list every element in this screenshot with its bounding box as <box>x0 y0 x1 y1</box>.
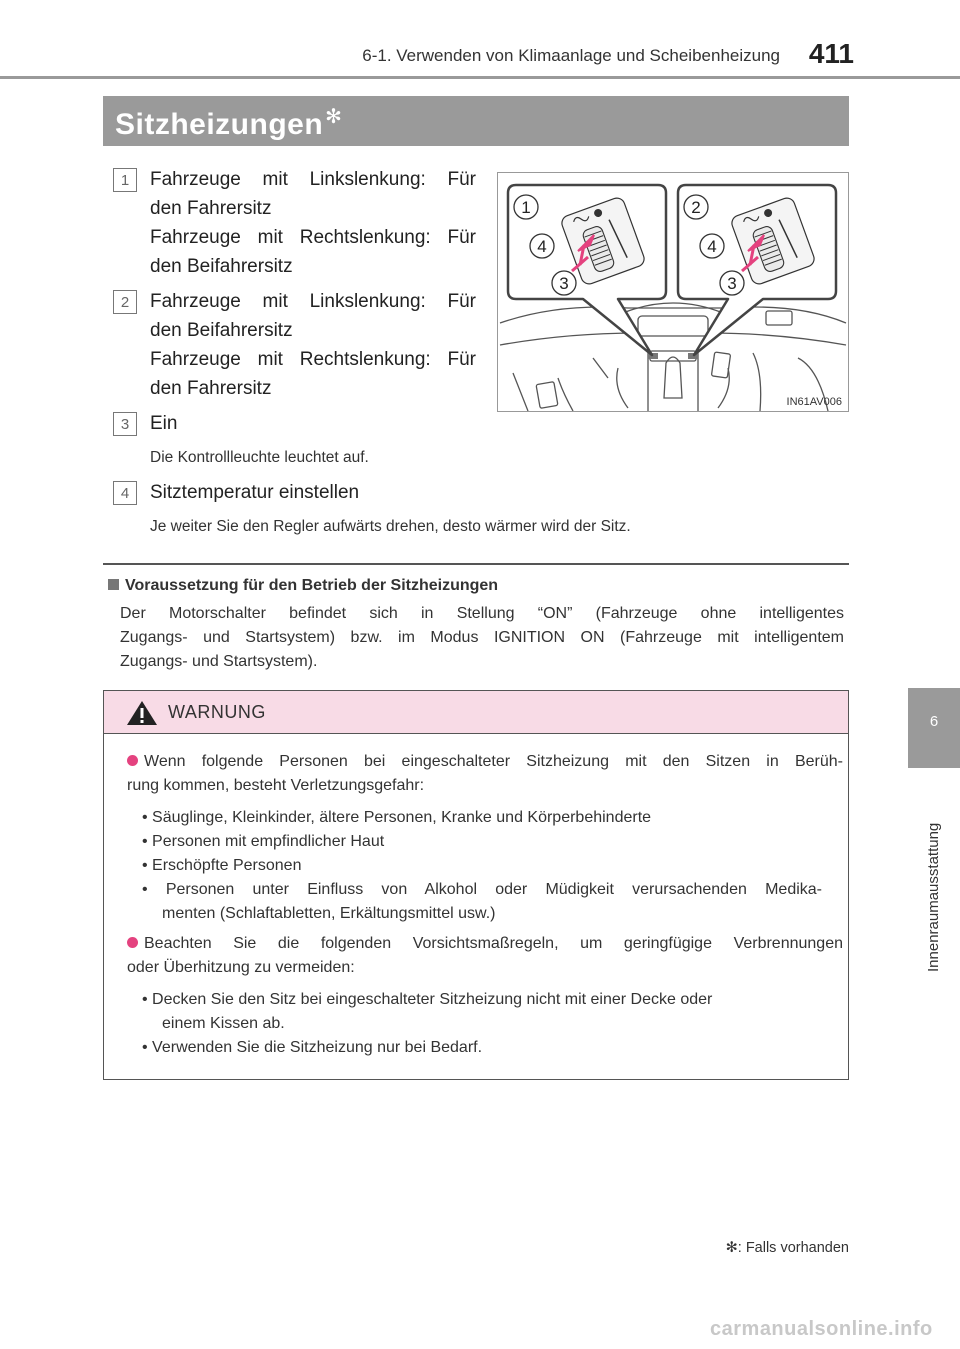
warning-triangle-icon <box>126 700 158 731</box>
list-item: Fahrzeuge mit Linkslenkung: Für den Fahrersitz Fahrzeuge mit Rechtslenkung: Für den Beifahrersitz <box>150 169 476 277</box>
svg-text:1: 1 <box>521 198 531 217</box>
square-bullet-icon <box>108 579 119 590</box>
warning-subitem: • Verwenden Sie die Sitzheizung nur bei Bedarf. <box>142 1039 483 1056</box>
item-number-badge: 1 <box>113 168 137 192</box>
warning-subitem: • Erschöpfte Personen <box>142 857 302 874</box>
section-divider <box>103 563 849 565</box>
item-number-badge: 3 <box>113 412 137 436</box>
item-number-badge: 2 <box>113 290 137 314</box>
header-rule <box>0 76 960 79</box>
section-title: 6-1. Verwenden von Klimaanlage und Scheibenheizung <box>362 46 780 65</box>
optional-marker-icon: ✻ <box>325 106 343 128</box>
warning-subitem: • Säuglinge, Kleinkinder, ältere Personen, Kranke und Körperbehinderte <box>142 809 652 826</box>
item-note: Die Kontrollleuchte leuchtet auf. <box>150 449 369 466</box>
dashboard-drawing <box>498 173 848 411</box>
page-title: Sitzheizungen ✻ <box>115 106 343 141</box>
page-number: 411 <box>808 38 854 69</box>
figure-code: IN61AV006 <box>786 396 842 408</box>
chapter-label: Innenraumausstattung <box>925 822 942 972</box>
svg-text:4: 4 <box>707 237 717 256</box>
list-item: Sitztemperatur einstellen <box>150 482 360 503</box>
warning-bullet: Wenn folgende Personen bei eingeschalteter Sitzheizung mit den Sitzen in Berüh- rung kommen, besteht Verletzungsgefahr: <box>127 753 843 794</box>
requirement-body: Der Motorschalter befindet sich in Stellung “ON” (Fahrzeuge ohne intelligentes Zugangs- und Startsystem) bzw. im Modus IGNITION ON (Fahrzeuge mit intelligentem Zugangs- und Startsystem). <box>120 605 844 670</box>
warning-bullet: Beachten Sie die folgenden Vorsichtsmaßregeln, um geringfügige Verbrennungen oder Überhitzung zu vermeiden: <box>127 935 843 976</box>
chapter-number: 6 <box>929 713 939 730</box>
item-number-badge: 4 <box>113 481 137 505</box>
watermark: carmanualsonline.info <box>710 1318 933 1340</box>
pink-bullet-icon <box>127 755 138 766</box>
pink-bullet-icon <box>127 937 138 948</box>
warning-subitem: • Personen mit empfindlicher Haut <box>142 833 385 850</box>
footnote: ✻: Falls vorhanden <box>725 1240 849 1256</box>
optional-marker-icon: ✻ <box>725 1240 738 1256</box>
requirement-heading: Voraussetzung für den Betrieb der Sitzheizungen <box>108 577 498 595</box>
svg-text:3: 3 <box>559 274 569 293</box>
list-item: Fahrzeuge mit Linkslenkung: Für den Beifahrersitz Fahrzeuge mit Rechtslenkung: Für den Fahrersitz <box>150 291 476 399</box>
svg-text:2: 2 <box>691 198 701 217</box>
svg-text:4: 4 <box>537 237 547 256</box>
svg-text:3: 3 <box>727 274 737 293</box>
warning-subitem: • Decken Sie den Sitz bei eingeschalteter Sitzheizung nicht mit einer Decke oder einem Kissen ab. <box>142 991 713 1032</box>
seat-heater-illustration <box>497 172 849 412</box>
warning-title: WARNUNG <box>168 702 266 722</box>
item-note: Je weiter Sie den Regler aufwärts drehen, desto wärmer wird der Sitz. <box>150 518 631 535</box>
list-item: Ein <box>150 413 178 434</box>
warning-subitem: • Personen unter Einfluss von Alkohol oder Müdigkeit verursachenden Medika- menten (Schlaftabletten, Erkältungsmittel usw.) <box>142 881 822 922</box>
